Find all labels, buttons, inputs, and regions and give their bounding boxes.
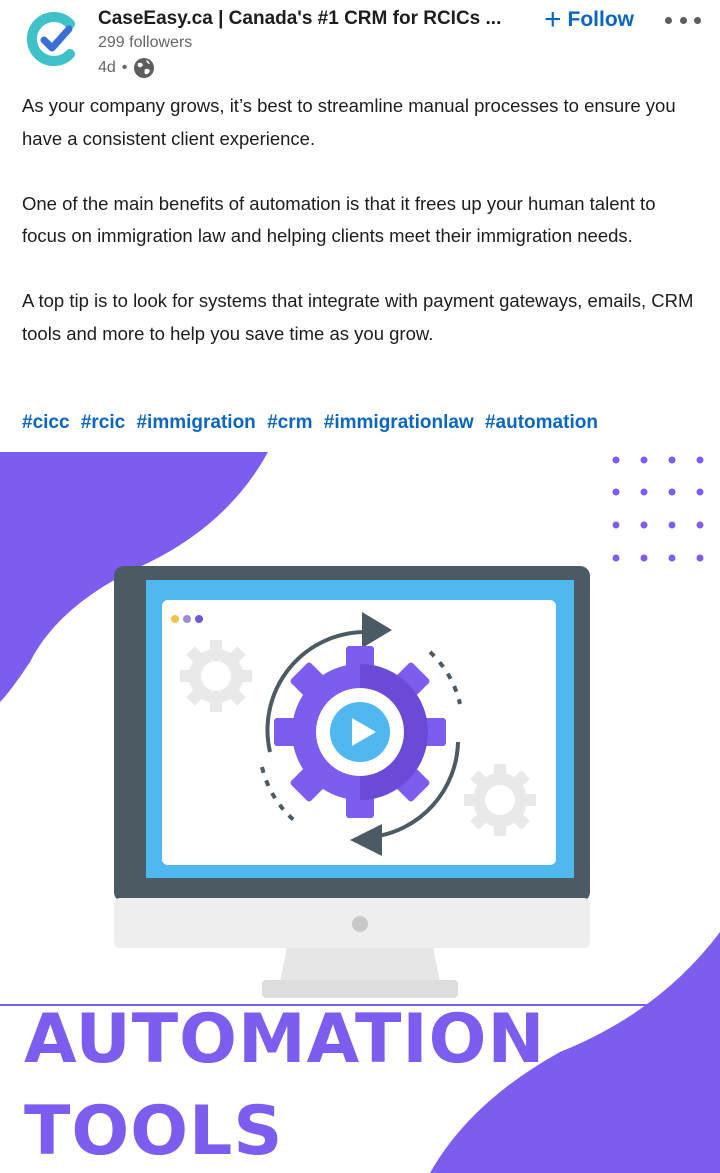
post-paragraph: A top tip is to look for systems that integrate with payment gateways, emails, CRM tools and more to help you save time as you grow. [22,290,694,344]
small-gear-icon [464,764,536,836]
hashtag-link[interactable]: #immigration [136,412,256,433]
follower-count: 299 followers [98,34,193,51]
hashtag-list [22,412,604,434]
post-age: 4d [98,59,116,76]
follow-button[interactable] [544,3,635,36]
post-paragraph: As your company grows, it’s best to streamline manual processes to ensure you have a consistent client experience. [22,95,676,149]
company-logo[interactable] [24,10,82,68]
small-gear-icon [180,640,252,712]
post-timestamp [98,57,155,79]
more-horizontal-icon [694,17,701,24]
hashtag-link[interactable]: #automation [484,412,598,433]
hashtag-link[interactable]: #rcic [80,412,126,433]
hashtag-link[interactable]: #cicc [22,412,70,433]
post-image[interactable] [0,452,720,1173]
more-horizontal-icon [680,17,687,24]
post-header [0,0,720,90]
hashtag-link[interactable]: #crm [267,412,313,433]
more-options-button[interactable] [665,6,701,34]
image-title-line1: AUTOMATION [24,1000,546,1079]
post-paragraph: One of the main benefits of automation is that it frees up your human talent to focus on immigration law and helping clients meet their immigration needs. [22,192,656,246]
plus-icon: + [544,3,562,36]
image-title-line2: TOOLS [24,1092,284,1171]
gear-icon [274,646,446,818]
globe-icon [133,57,155,79]
hashtag-link[interactable]: #immigrationlaw [323,412,474,433]
separator-dot: • [121,59,128,76]
follow-label: Follow [567,8,635,31]
post-text [22,90,702,383]
more-horizontal-icon [665,17,672,24]
company-name-link[interactable]: CaseEasy.ca | Canada's #1 CRM for RCICs ... [98,8,502,29]
